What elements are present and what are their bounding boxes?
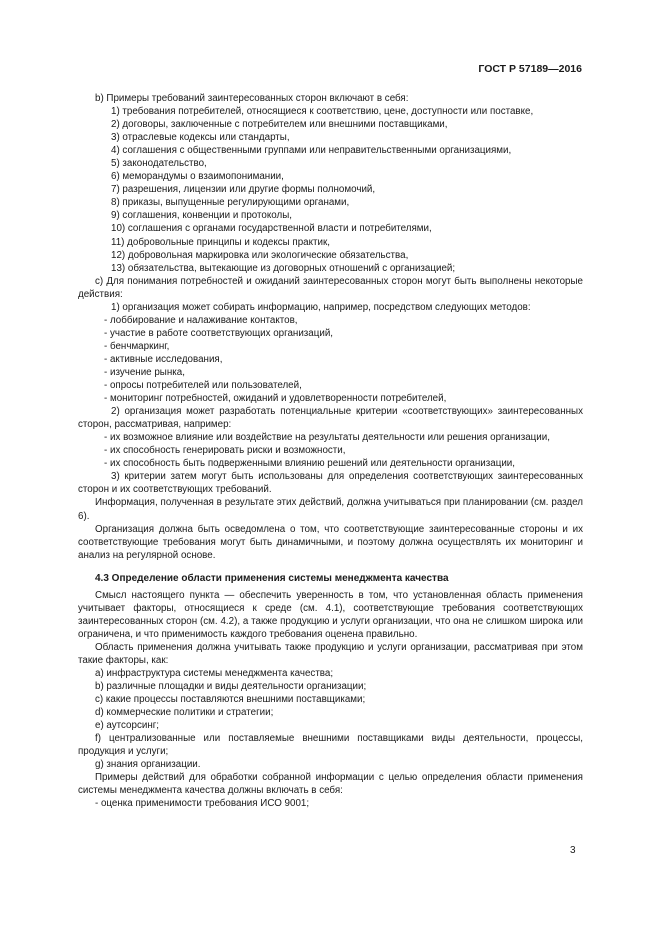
list-item: - активные исследования, xyxy=(104,353,223,365)
list-item: c) какие процессы поставляются внешними поставщиками; xyxy=(95,694,366,706)
list-item: 8) приказы, выпущенные регулирующими органами, xyxy=(111,197,350,209)
list-item: 7) разрешения, лицензии или другие формы полномочий, xyxy=(111,184,376,196)
paragraph: Область применения должна учитывать также продукцию и услуги организации, рассматривая при этом такие факторы, как: xyxy=(78,641,583,666)
list-item: 2) договоры, заключенные с потребителем или внешними поставщиками, xyxy=(111,119,448,131)
list-item: 4) соглашения с общественными группами или неправительственными организациями, xyxy=(111,145,512,157)
list-item: - их способность генерировать риски и возможности, xyxy=(104,445,346,457)
standard-id: ГОСТ Р 57189—2016 xyxy=(478,63,582,75)
list-item: f) централизованные или поставляемые внешними поставщиками виды деятельности, процессы, продукция и услуги; xyxy=(78,733,583,758)
list-item: e) аутсорсинг; xyxy=(95,720,160,732)
list-item: 2) организация может разработать потенциальные критерии «соответствующих» заинтересованных сторон, рассматривая, например: xyxy=(78,406,583,431)
list-item: - их возможное влияние или воздействие на результаты деятельности или решения организации, xyxy=(104,432,550,444)
list-item: d) коммерческие политики и стратегии; xyxy=(95,707,274,719)
paragraph: Примеры действий для обработки собранной информации с целью определения области применения системы менеджмента качества должны включать в себя: xyxy=(78,772,583,797)
list-item: - бенчмаркинг, xyxy=(104,340,170,352)
para-b-intro: b) Примеры требований заинтересованных сторон включают в себя: xyxy=(95,93,409,104)
list-item: 3) отраслевые кодексы или стандарты, xyxy=(111,132,290,144)
paragraph: Организация должна быть осведомлена о том, что соответствующие заинтересованные стороны и их соответствующие требования могут быть динамичными, и поэтому должна осуществлять их мониторинг и анализ на регулярной основе. xyxy=(78,523,583,561)
list-item: - изучение рынка, xyxy=(104,366,185,378)
list-item: - опросы потребителей или пользователей, xyxy=(104,380,302,392)
page-number: 3 xyxy=(570,845,576,856)
list-item: - участие в работе соответствующих организаций, xyxy=(104,327,334,339)
list-item: 1) организация может собирать информацию, например, посредством следующих методов: xyxy=(111,301,531,313)
list-item: 13) обязательства, вытекающие из договорных отношений с организацией; xyxy=(111,262,456,274)
list-item: 12) добровольная маркировка или экологические обязательства, xyxy=(111,249,409,261)
paragraph: Смысл настоящего пункта — обеспечить уверенность в том, что установленная область применения учитывает факторы, относящиеся к среде (см. 4.1), соответствующие требования соответствующих заинтересованных сторон (см. 4.2), а также продукцию и услуги организации, что она не слишком широка или ограничена, и что применимость каждого требования оценена правильно. xyxy=(78,589,583,640)
page-content xyxy=(78,92,583,811)
list-item: 9) соглашения, конвенции и протоколы, xyxy=(111,210,292,222)
list-item: 3) критерии затем могут быть использованы для определения соответствующих заинтересованных сторон и их соответствующих требований. xyxy=(78,471,583,496)
list-item: - мониторинг потребностей, ожиданий и удовлетворенности потребителей, xyxy=(104,393,447,405)
para-c-intro: c) Для понимания потребностей и ожиданий заинтересованных сторон могут быть выполнены некоторые действия: xyxy=(78,275,583,300)
paragraph: Информация, полученная в результате этих действий, должна учитываться при планировании (см. раздел 6). xyxy=(78,497,583,522)
list-item: g) знания организации. xyxy=(95,759,201,771)
list-item: a) инфраструктура системы менеджмента качества; xyxy=(95,668,334,680)
list-item: - их способность быть подверженными влиянию решений или деятельности организации, xyxy=(104,458,515,470)
list-item: 11) добровольные принципы и кодексы практик, xyxy=(111,236,330,248)
list-item: 1) требования потребителей, относящиеся к соответствию, цене, доступности или поставке, xyxy=(111,106,534,118)
list-item: - оценка применимости требования ИСО 9001; xyxy=(95,798,310,810)
list-item: 10) соглашения с органами государственной власти и потребителями, xyxy=(111,223,432,235)
list-item: b) различные площадки и виды деятельности организации; xyxy=(95,681,367,693)
list-item: - лоббирование и налаживание контактов, xyxy=(104,314,298,326)
section-heading: 4.3 Определение области применения системы менеджмента качества xyxy=(95,572,449,584)
list-item: 5) законодательство, xyxy=(111,158,207,170)
list-item: 6) меморандумы о взаимопонимании, xyxy=(111,171,284,183)
